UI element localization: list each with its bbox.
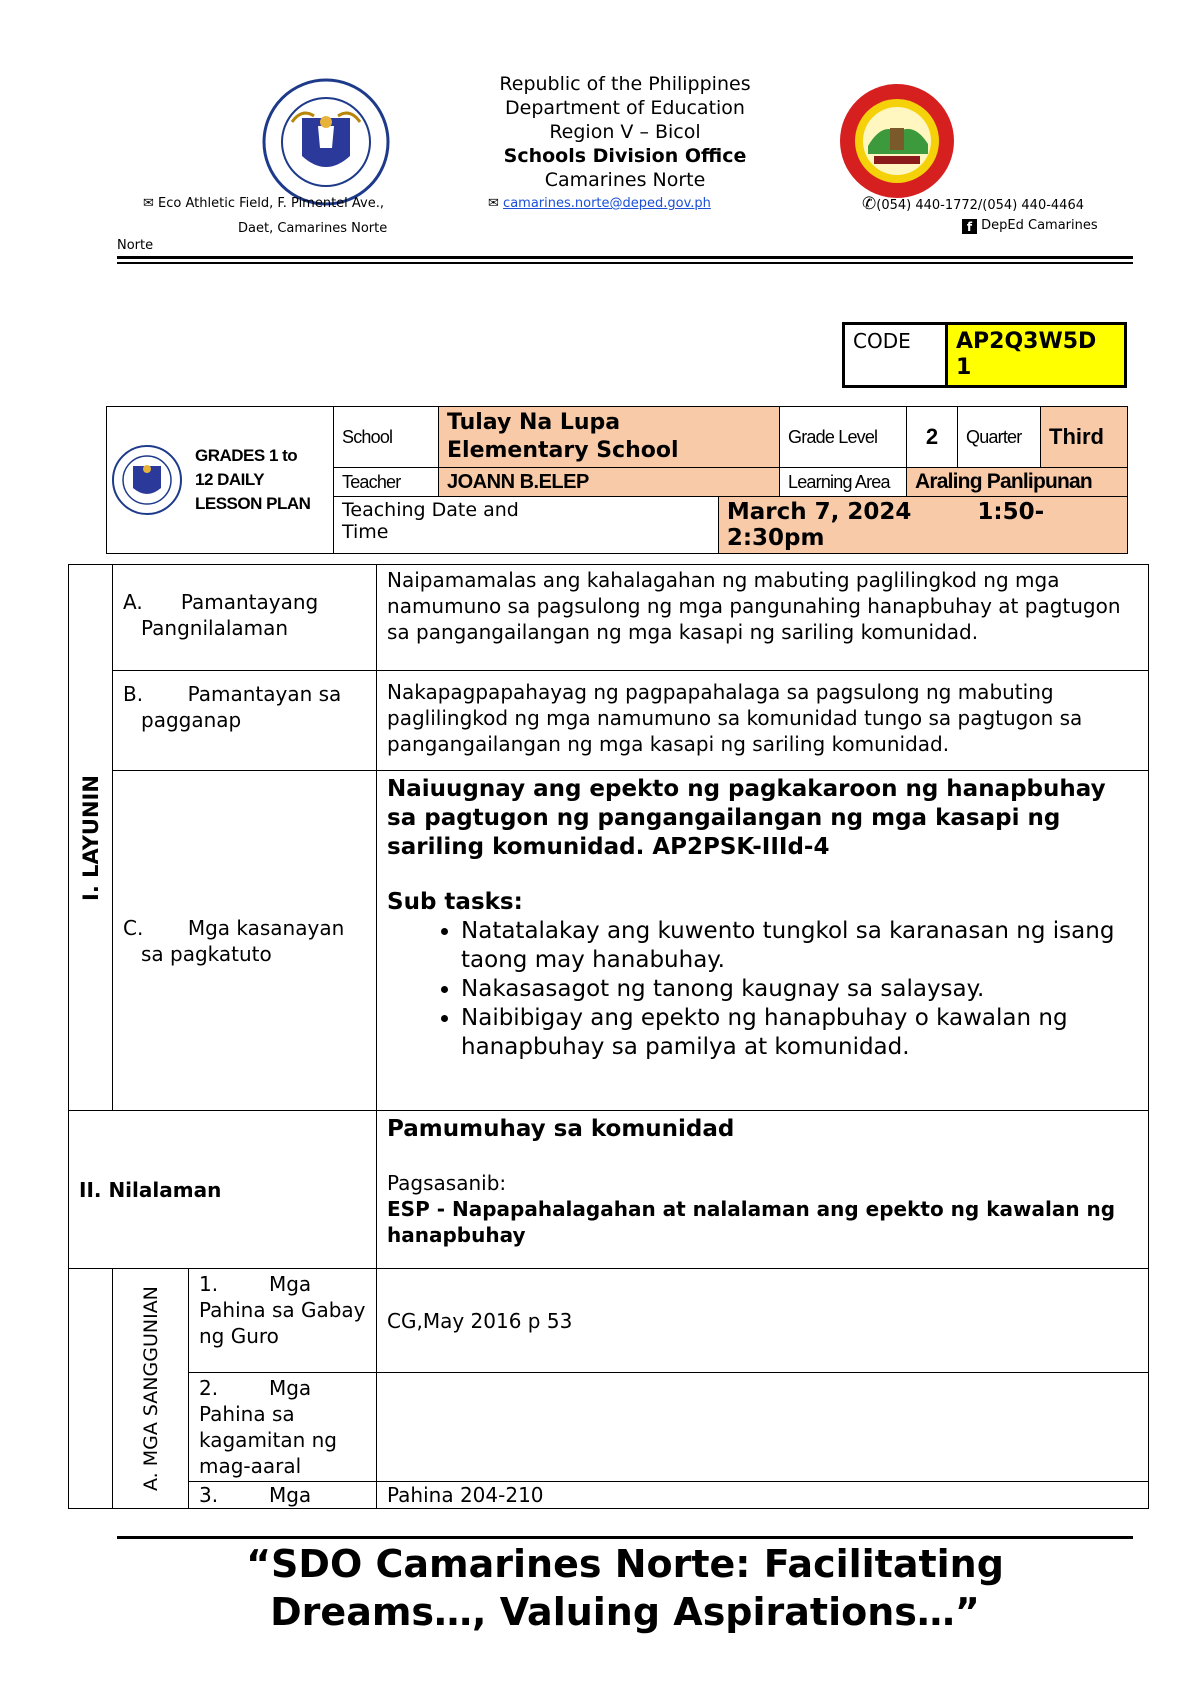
competency-heading: Naiuugnay ang epekto ng pagkakaroon ng hanapbuhay sa pagtugon ng pangangailangan ng mga kasapi ng sariling komunidad. AP2PSK-IIId-4 — [387, 776, 1106, 860]
code-box — [842, 322, 1127, 388]
pamantayan-pagganap-text: Nakapagpapahayag ng pagpapahalaga sa pagsulong ng mabuting paglilingkod ng mga namumuno sa komunidad tungo sa pagtugon sa pangangailangan ng mga kasapi ng sariling komunidad. — [377, 671, 1149, 771]
email-link[interactable]: camarines.norte@deped.gov.ph — [503, 196, 711, 211]
teacher-label: Teacher — [334, 468, 439, 497]
teaching-time: 1:50-2:30pm — [726, 499, 1045, 551]
header-republic: Republic of the Philippines — [499, 73, 751, 95]
lesson-content-table — [68, 564, 1149, 1509]
pamantayang-pangnilalaman-label: A. Pamantayang Pangnilalaman — [113, 565, 377, 671]
plan-title-cell — [107, 407, 334, 554]
school-label: School — [334, 407, 439, 468]
mail-icon: ✉ — [143, 196, 154, 211]
teaching-date: March 7, 2024 — [726, 499, 912, 525]
sanggunian-section-label: A. MGA SANGGUNIAN — [113, 1269, 189, 1509]
kasanayan-content — [377, 771, 1149, 1111]
list-item: • Natatalakay ang kuwento tungkol sa karanasan ng isang taong may hanabuhay. — [461, 917, 1138, 975]
subtasks-title: Sub tasks: — [387, 889, 523, 915]
facebook-line: f DepEd Camarines — [962, 218, 1098, 234]
header-region: Region V – Bicol — [549, 121, 701, 143]
learning-area-label: Learning Area — [780, 468, 907, 497]
grade-level-value: 2 — [907, 407, 958, 468]
header-rule — [117, 256, 1133, 259]
header-province: Camarines Norte — [544, 169, 706, 191]
sanggunian-item-1-label: 1. Mga Pahina sa Gabay ng Guro — [189, 1269, 377, 1373]
code-label: CODE — [844, 324, 947, 387]
lesson-plan-header — [106, 406, 1128, 554]
envelope-icon: ✉ — [488, 196, 499, 211]
teaching-date-label: Teaching Date and Time — [334, 497, 719, 554]
pamantayang-pangnilalaman-text: Naipamamalas ang kahalagahan ng mabuting paglilingkod ng mga namumuno sa pagsulong ng mga pangunahing hanapbuhay at pagtugon sa pangangailangan ng mga kasapi ng sariling komunidad. — [377, 565, 1149, 671]
email-line — [488, 196, 711, 211]
pamantayan-pagganap-label: B. Pamantayan sa pagganap — [113, 671, 377, 771]
header-rule-thin — [117, 262, 1133, 264]
integration-text: ESP - Napapahalagahan at nalalaman ang epekto ng kawalan ng hanapbuhay — [387, 1197, 1116, 1247]
phone-line: ✆(054) 440-1772/(054) 440-4464 — [862, 194, 1084, 214]
sanggunian-item-2-label: 2. Mga Pahina sa kagamitan ng mag-aaral — [189, 1373, 377, 1482]
teacher-value: JOANN B.ELEP — [439, 468, 780, 497]
code-value: AP2Q3W5D 1 — [947, 324, 1126, 387]
teaching-date-value — [718, 497, 1127, 554]
kasanayan-label: C. Mga kasanayan sa pagkatuto — [113, 771, 377, 1111]
nilalaman-title: Pamumuhay sa komunidad — [387, 1116, 735, 1142]
footer-rule — [117, 1536, 1133, 1539]
grade-level-label: Grade Level — [780, 407, 907, 468]
division-camarines-norte-logo — [838, 82, 956, 200]
integration-label: Pagsasanib: — [387, 1171, 507, 1195]
address-line-1: ✉ Eco Athletic Field, F. Pimentel Ave., — [143, 196, 385, 211]
sanggunian-item-2-value — [377, 1373, 1149, 1482]
list-item: • Nakasasagot ng tanong kaugnay sa salaysay. — [461, 975, 1138, 1004]
quarter-label: Quarter — [958, 407, 1041, 468]
layunin-section-label: I. LAYUNIN — [69, 565, 113, 1111]
header-sdo: Schools Division Office — [503, 145, 747, 167]
deped-seal-logo — [262, 78, 390, 206]
subtasks-list — [387, 917, 1138, 1062]
list-item: • Naibibigay ang epekto ng hanapbuhay o kawalan ng hanapbuhay sa pamilya at komunidad. — [461, 1004, 1138, 1062]
footer-slogan: “SDO Camarines Norte: Facilitating Dreams…, Valuing Aspirations…” — [246, 1542, 1004, 1634]
address-line-2: Daet, Camarines Norte — [238, 221, 388, 236]
facebook-icon: f — [962, 219, 977, 234]
quarter-value: Third — [1041, 407, 1128, 468]
header-department: Department of Education — [505, 97, 745, 119]
sanggunian-item-3-label: 3. Mga — [189, 1482, 377, 1509]
agency-header — [450, 72, 800, 192]
phone-icon: ✆ — [862, 194, 877, 214]
sanggunian-item-3-value: Pahina 204-210 — [377, 1482, 1149, 1509]
nilalaman-content — [377, 1111, 1149, 1269]
plan-title-line2: 12 DAILY — [195, 470, 265, 489]
learning-area-value: Araling Panlipunan — [907, 468, 1128, 497]
school-value: Tulay Na Lupa Elementary School — [439, 407, 780, 468]
address-line-3: Norte — [117, 238, 154, 253]
plan-title-line3: LESSON PLAN — [195, 494, 311, 513]
nilalaman-label: II. Nilalaman — [69, 1111, 377, 1269]
deped-small-seal-icon — [111, 444, 183, 516]
sanggunian-item-1-value: CG,May 2016 p 53 — [377, 1269, 1149, 1373]
plan-title-line1: GRADES 1 to — [195, 446, 298, 465]
